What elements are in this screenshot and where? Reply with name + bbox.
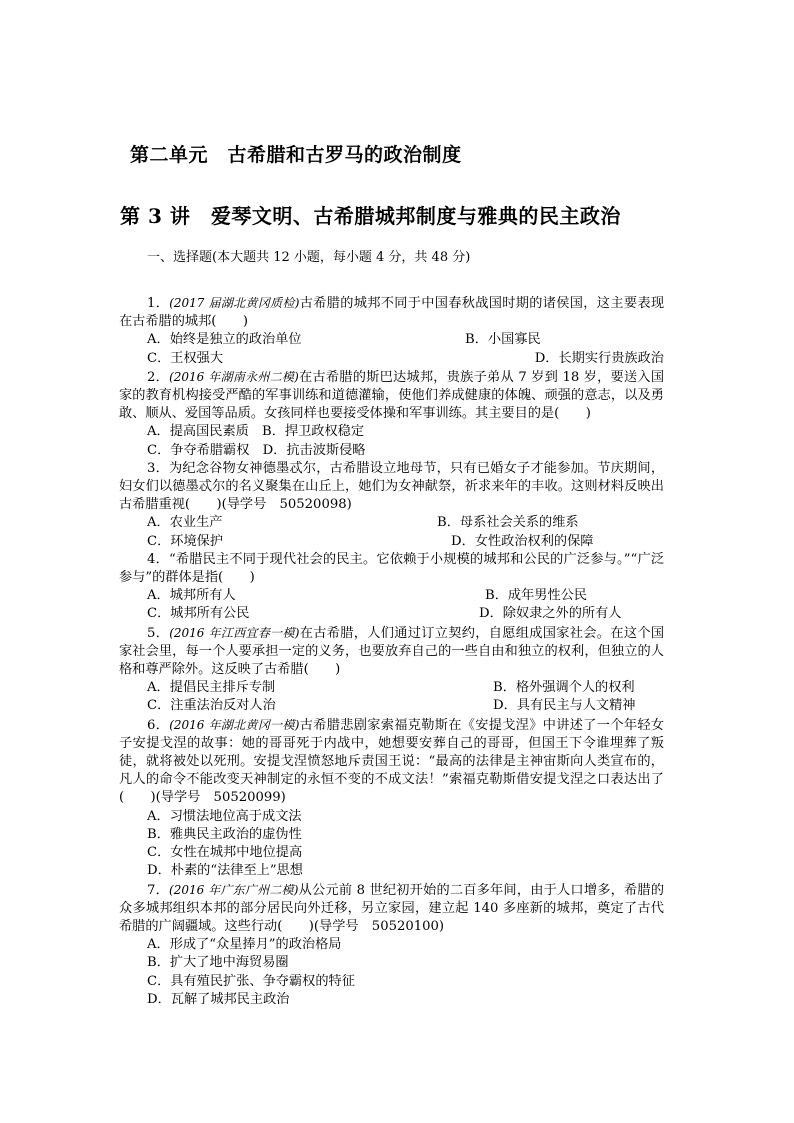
question-number: 6． [147, 717, 170, 733]
option-a: A．习惯法地位高于成文法 [147, 808, 302, 824]
option-a: A．形成了“众星捧月”的政治格局 [147, 937, 342, 953]
option-a: A．提高国民素质 [147, 424, 249, 440]
question-1 [119, 294, 664, 368]
option-c: C．争夺希腊霸权 [147, 442, 250, 458]
question-stem: 为纪念谷物女神德墨忒尔，古希腊设立地母节，只有已婚女子才能参加。节庆期间，妇女们以德墨忒尔的名义聚集在山丘上，她们为女神献祭，祈求来年的丰收。这则材料反映出古希腊重视( )(导学号 50520098) [119, 460, 665, 513]
option-b: B．扩大了地中海贸易圈 [147, 955, 289, 971]
question-source: (2016 年广东广州二模) [169, 882, 299, 897]
option-c: C．环境保护 [147, 533, 224, 549]
question-number: 7． [147, 882, 170, 898]
option-c: C．城邦所有公民 [147, 606, 250, 622]
option-b: B．成年男性公民 [485, 588, 588, 604]
option-d: D．抗击波斯侵略 [262, 442, 366, 458]
option-c: C．注重法治反对人治 [147, 698, 276, 714]
question-2 [119, 368, 664, 460]
lesson-title: 第 3 讲 爱琴文明、古希腊城邦制度与雅典的民主政治 [120, 204, 621, 228]
question-source: (2016 年湖北黄冈一模) [169, 717, 300, 732]
option-d: D．女性政治权利的保障 [451, 533, 594, 549]
question-source: (2016 年江西宜春一模) [169, 625, 300, 640]
option-c: C．女性在城邦中地位提高 [147, 845, 303, 861]
question-stem: 在古希腊，人们通过订立契约，自愿组成国家社会。在这个国家社会里，每一个人要承担一定的义务，也要放弃自己的一些自由和独立的权利，但独立的人格和尊严除外。这反映了古希腊( ) [119, 625, 665, 678]
option-d: D．瓦解了城邦民主政治 [147, 991, 290, 1007]
option-c: C．王权强大 [147, 350, 224, 366]
option-b: B．捍卫政权稳定 [262, 424, 365, 440]
question-number: 4． [147, 551, 169, 567]
question-6 [119, 716, 664, 881]
question-list [119, 294, 664, 1009]
section-title: 一、选择题(本大题共 12 小题，每小题 4 分，共 48 分) [147, 250, 471, 265]
question-number: 2． [147, 369, 170, 385]
option-b: B．雅典民主政治的虚伪性 [147, 826, 302, 842]
question-source: (2017 届湖北黄冈质检) [169, 296, 300, 310]
option-a: A．城邦所有人 [147, 588, 236, 604]
question-number: 1． [147, 296, 170, 311]
option-b: B．小国寡民 [465, 332, 541, 348]
question-source: (2016 年湖南永州二模) [169, 369, 299, 384]
question-4 [119, 551, 664, 624]
question-stem: 古希腊悲剧家索福克勒斯在《安提戈涅》中讲述了一个年轻女子安提戈涅的故事：她的哥哥死于内战中，她想要安葬自己的哥哥，但国王下令谁埋葬了叛徒，就将被处以死刑。安提戈涅愤怒地斥责国王说：“最高的法律是主神宙斯向人类宣布的，凡人的命令不能改变天神制定的永恒不变的不成文法！”索福克勒斯借安提戈涅之口表达出了( )(导学号 50520099) [119, 717, 665, 806]
option-c: C．具有殖民扩张、争夺霸权的特征 [147, 973, 355, 989]
option-d: D．具有民主与人文精神 [493, 698, 636, 714]
question-3 [119, 460, 664, 551]
question-stem: 在古希腊的斯巴达城邦，贵族子弟从 7 岁到 18 岁，要送入国家的教育机构接受严酷的军事训练和道德灌输，使他们养成健康的体魄、顽强的意志，以及勇敢、顺从、爱国等品质。女孩同样也要接受体操和军事训练。其主要目的是( ) [119, 369, 665, 422]
question-stem: 从公元前 8 世纪初开始的二百多年间，由于人口增多，希腊的众多城邦组织本邦的部分居民向外迁移，另立家园，建立起 140 多座新的城邦，奠定了古代希腊的广阔疆域。这些行动( )(导学号 50520100) [119, 882, 665, 934]
question-7 [119, 881, 664, 1009]
option-d: D．长期实行贵族政治 [534, 350, 664, 366]
option-d: D．除奴隶之外的所有人 [479, 606, 622, 622]
question-stem: 古希腊的城邦不同于中国春秋战国时期的诸侯国，这主要表现在古希腊的城邦( ) [119, 296, 665, 330]
unit-title: 第二单元 古希腊和古罗马的政治制度 [130, 144, 462, 166]
option-d: D．朴素的“法律至上”思想 [147, 863, 303, 879]
option-b: B．格外强调个人的权利 [493, 680, 635, 696]
option-a: A．农业生产 [147, 515, 223, 531]
option-a: A．提倡民主排斥专制 [147, 680, 276, 696]
option-b: B．母系社会关系的维系 [437, 515, 579, 531]
question-number: 3． [147, 460, 169, 476]
question-number: 5． [147, 625, 170, 641]
question-stem: “希腊民主不同于现代社会的民主。它依赖于小规模的城邦和公民的广泛参与。”“广泛参与”的群体是指( ) [119, 551, 665, 586]
option-a: A．始终是独立的政治单位 [147, 332, 302, 348]
question-5 [119, 624, 664, 716]
